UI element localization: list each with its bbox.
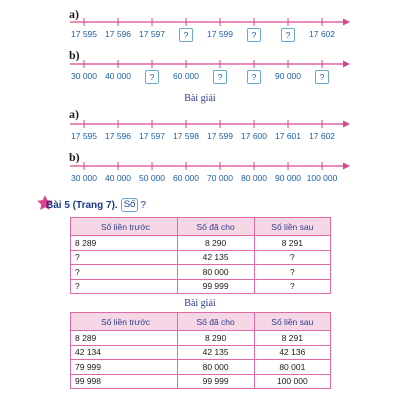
table-cell: 100 000: [254, 374, 330, 389]
solution-a-number-label: 17 599: [207, 131, 233, 141]
table-cell: ?: [71, 279, 178, 294]
solution-a-label: a): [69, 107, 79, 121]
solution-a-number-label: 17 595: [71, 131, 97, 141]
header-previous: Số liền trước: [71, 218, 178, 236]
table-header-row: [71, 313, 331, 331]
exercise-b-blank-box: ?: [213, 70, 227, 84]
table-cell: ?: [71, 250, 178, 265]
table-cell: 99 999: [177, 374, 254, 389]
table-row: [71, 374, 331, 389]
exercise-b-blank-box: ?: [315, 70, 329, 84]
table-cell: ?: [254, 250, 330, 265]
exercise-b-number-label: 90 000: [275, 71, 301, 81]
exercise-table: [70, 217, 331, 294]
task-5-instruction: [46, 198, 146, 212]
task-question-mark: ?: [140, 199, 146, 211]
table-cell: 80 000: [177, 360, 254, 375]
table-cell: 80 001: [254, 360, 330, 375]
table-cell: 80 000: [177, 265, 254, 280]
exercise-a-blank-box: ?: [179, 28, 193, 42]
solution-a-number-label: 17 602: [309, 131, 335, 141]
table-cell: ?: [71, 265, 178, 280]
solution-a-number-label: 17 598: [173, 131, 199, 141]
table-cell: 8 289: [71, 236, 178, 251]
header-given: Số đã cho: [177, 313, 254, 331]
exercise-a-blank-box: ?: [281, 28, 295, 42]
solution-b-number-label: 80 000: [241, 173, 267, 183]
exercise-a-label: a): [69, 7, 79, 21]
header-given: Số đã cho: [177, 218, 254, 236]
solution-b-number-label: 30 000: [71, 173, 97, 183]
task-title: Bài 5 (Trang 7).: [46, 199, 118, 211]
table-cell: 8 289: [71, 331, 178, 346]
solution-b-number-label: 70 000: [207, 173, 233, 183]
table-cell: 42 135: [177, 345, 254, 360]
solution-a-number-label: 17 600: [241, 131, 267, 141]
solution-a-number-label: 17 597: [139, 131, 165, 141]
table-row: [71, 250, 331, 265]
task-keyword-box: Số: [121, 198, 139, 212]
exercise-b-number-label: 40 000: [105, 71, 131, 81]
header-previous: Số liền trước: [71, 313, 178, 331]
exercise-a-number-label: 17 599: [207, 29, 233, 39]
table-row: [71, 265, 331, 280]
solution-heading: Bài giải: [184, 93, 216, 104]
exercise-a-blank-box: ?: [247, 28, 261, 42]
solution-b-arrow-icon: [343, 163, 350, 170]
table-cell: 99 998: [71, 374, 178, 389]
solution-a-number-label: 17 596: [105, 131, 131, 141]
exercise-b-blank-box: ?: [247, 70, 261, 84]
exercise-b-number-label: 60 000: [173, 71, 199, 81]
table-cell: 8 290: [177, 331, 254, 346]
table-cell: 42 135: [177, 250, 254, 265]
table-cell: 79 999: [71, 360, 178, 375]
table-cell: ?: [254, 279, 330, 294]
exercise-b-blank-box: ?: [145, 70, 159, 84]
solution-b-number-label: 40 000: [105, 173, 131, 183]
table-row: [71, 345, 331, 360]
solution-b-number-label: 90 000: [275, 173, 301, 183]
table-cell: 8 290: [177, 236, 254, 251]
solution-b-number-label: 60 000: [173, 173, 199, 183]
table-cell: 42 136: [254, 345, 330, 360]
table-header-row: [71, 218, 331, 236]
solution-a-number-label: 17 601: [275, 131, 301, 141]
table-cell: 99 999: [177, 279, 254, 294]
exercise-b-label: b): [69, 48, 80, 62]
exercise-a-number-label: 17 602: [309, 29, 335, 39]
table-row: [71, 279, 331, 294]
solution-heading-2: Bài giải: [184, 298, 216, 309]
table-row: [71, 236, 331, 251]
exercise-a-number-label: 17 596: [105, 29, 131, 39]
table-cell: 8 291: [254, 331, 330, 346]
header-next: Số liền sau: [254, 313, 330, 331]
solution-b-label: b): [69, 150, 80, 164]
solution-b-number-label: 100 000: [306, 173, 338, 183]
table-row: [71, 360, 331, 375]
exercise-a-number-label: 17 595: [71, 29, 97, 39]
exercise-a-number-label: 17 597: [139, 29, 165, 39]
table-row: [71, 331, 331, 346]
exercise-b-number-label: 30 000: [71, 71, 97, 81]
solution-table: [70, 312, 331, 389]
table-cell: 42 134: [71, 345, 178, 360]
table-cell: 8 291: [254, 236, 330, 251]
header-next: Số liền sau: [254, 218, 330, 236]
solution-b-number-label: 50 000: [139, 173, 165, 183]
table-cell: ?: [254, 265, 330, 280]
